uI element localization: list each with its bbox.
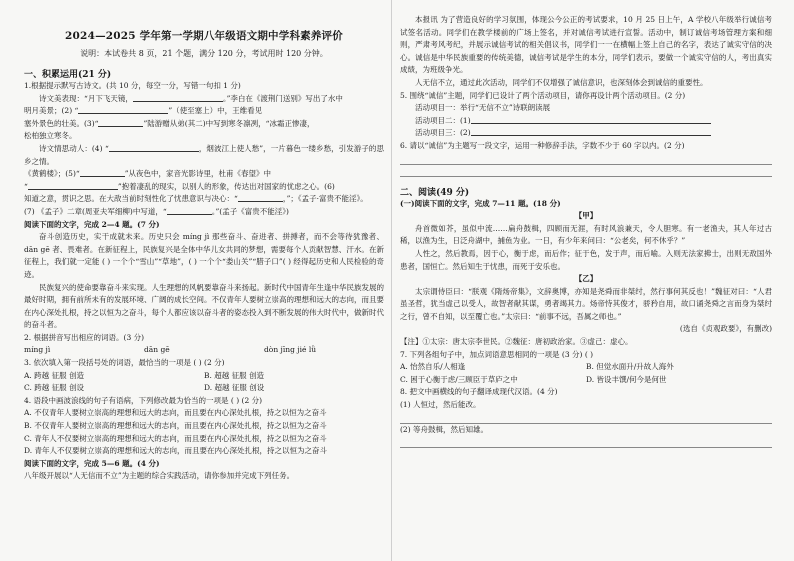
answer-blank[interactable] bbox=[133, 93, 223, 102]
answer-blank[interactable] bbox=[238, 193, 283, 202]
q1-line: 《黄鹤楼》；(5)“ ”从夜色中，家音光影诗里，杜甫《春望》中 bbox=[24, 169, 272, 179]
classical-passage: 太宗谓侍臣曰：“朕观《隋炀帝集》，文辞奥博，亦知是尧舜而非桀纣，然行事何其反也！”魏征对曰：“人君虽圣哲，犹当虚己以受人，故智者献其谋，勇者竭其力。炀帝恃其俊才，骄矜自用，故口诵尧舜之言而身为桀纣之行，曾不自知，以至覆亡也。”太宗曰：“前事不远，吾属之师也。” bbox=[400, 286, 772, 321]
answer-blank[interactable] bbox=[80, 168, 125, 177]
q4-stem: 4. 语段中画波浪线的句子有语病，下列修改最为恰当的一项是 ( ) (2 分) bbox=[24, 395, 263, 405]
option-a[interactable]: A. 跨越 征服 创造 bbox=[24, 370, 84, 380]
answer-blank[interactable] bbox=[471, 127, 711, 136]
option-a[interactable]: A. 不仅青年人要树立崇高的理想和远大的志向，而且要在内心深处扎根，持之以恒为之奋斗 bbox=[24, 408, 327, 418]
pinyin-item: dān gē bbox=[144, 345, 170, 355]
exam-title: 2024—2025 学年第一学期八年级语文期中学科素养评价 bbox=[65, 30, 343, 42]
passage-source: (选自《贞观政要》，有删改) bbox=[679, 324, 772, 334]
pinyin-item: dòn jīng jié lǜ bbox=[264, 345, 317, 355]
passage-label-jia: 【甲】 bbox=[574, 211, 598, 221]
left-column bbox=[24, 0, 384, 561]
answer-blank[interactable] bbox=[98, 118, 143, 127]
q1-line: (7) 《孟子》二章(周亚夫军细柳)中写道，“ 。”(孟子《富贵不能淫》) bbox=[24, 206, 289, 216]
section-heading-1: 一、积累运用(21 分) bbox=[24, 70, 112, 80]
right-column bbox=[400, 0, 772, 561]
section-heading-2: 二、阅读(49 分) bbox=[400, 187, 470, 198]
reading-intro: (一)阅读下面的文字，完成 7—11 题。(18 分) bbox=[400, 198, 561, 208]
q3-stem: 3. 依次填入第一段括号处的词语，最恰当的一项是 ( ) (2 分) bbox=[24, 358, 225, 368]
answer-blank[interactable] bbox=[109, 143, 199, 152]
passage-label-yi: 【乙】 bbox=[574, 274, 598, 284]
q7-options-row bbox=[400, 361, 772, 374]
activity-item: 活动项目二：(1) bbox=[400, 115, 772, 128]
q1-stem: 1.根据提示默写古诗文。(共 10 分，每空一分，写错一句扣 1 分) bbox=[24, 81, 241, 90]
activity-item: 活动项目三：(2) bbox=[400, 127, 772, 140]
q1-line: 松柏独立寒冬。 bbox=[24, 131, 77, 141]
answer-blank[interactable] bbox=[167, 206, 212, 215]
option-a[interactable]: A. 怡然自乐/人相逢 bbox=[400, 362, 466, 372]
answer-blank[interactable] bbox=[78, 105, 168, 114]
q1-line: 诗文情思动人：(4) “ ，烟波江上使人愁”，一片暮色一缕乡愁，引发游子的思乡之情。 bbox=[24, 143, 384, 166]
option-b[interactable]: B. 超越 征服 创造 bbox=[204, 370, 265, 380]
answer-line[interactable] bbox=[400, 412, 772, 424]
reading-paragraph: 奋斗创造历史，实干成就未来。历史只会 míng jì 那些奋斗、奋进者、拼搏者，而不会等待犹豫者、dān gē 者、畏难者。在新征程上，民族复兴是全体中华儿女共同的梦想，需要每个人贡献智慧、汗水。在新征程上，我们就一定能 ( ) 一个个“雪山”“草地”，( ) 一个个“娄山关”“腊子口”( ) 经得起历史和人民检验的奇迹。 bbox=[24, 232, 384, 279]
q7-options-row bbox=[400, 374, 772, 387]
option-c[interactable]: C. 青年人不仅要树立崇高的理想和远大的志向，而且要在内心深处扎根，持之以恒为之奋斗 bbox=[24, 433, 327, 443]
q8-sentence: (2) 等舟鼓楫，然后知雄。 bbox=[400, 424, 489, 434]
pinyin-item: míng jì bbox=[24, 345, 51, 355]
q8-stem: 8. 把文中画横线的句子翻译成现代汉语。(4 分) bbox=[400, 387, 558, 397]
option-c[interactable]: C. 困于心衡于虑/三顾臣于草庐之中 bbox=[400, 374, 518, 384]
answer-blank[interactable] bbox=[28, 181, 118, 190]
q3-options-row bbox=[24, 370, 384, 383]
q1-line: “ ”抱着凄乱的现实，以别人的形象，传达出对国家的忧虑之心。(6) bbox=[24, 181, 335, 191]
exam-note: 说明：本试卷共 8 页，21 个题，满分 120 分，考试用时 120 分钟。 bbox=[80, 49, 328, 58]
q1-line: 诗文美表现：“月下飞天镜， 。”李白在《渡荆门送别》写出了水中 bbox=[39, 93, 343, 103]
q5-stem: 5. 围绕“诚信”主题，同学们已设计了两个活动项目，请你再设计两个活动项目。(2 分) bbox=[400, 90, 686, 100]
answer-line[interactable] bbox=[400, 153, 772, 165]
news-notice: 人无信不立，通过此次活动，同学们不仅增强了诚信意识，也深刻体会到诚信的重要性。 bbox=[415, 77, 708, 87]
q7-stem: 7. 下列各组句子中，加点词语意思相同的一项是 (3 分) ( ) bbox=[400, 349, 594, 359]
q8-sentence: (1) 人恒过，然后能改。 bbox=[400, 400, 481, 410]
news-notice: 本报讯 为了营造良好的学习氛围，体现公今公正的考试要求，10 月 25 日上午，A 学校八年级举行诚信考试签名活动。同学们在教学楼前的广场上签名，并对诚信考试进行宣誓。活动中，制订诚信考场管理方案和细则，严肃考风考纪，并展示诚信考试的相关倡议书，同学们一一在横幅上签上自己的名字，表达了诚实守信的决心。诚信是中华民族重要的传统美德，诚信考试是学生的本分，同学们表示，要做一个诚实守信的人，考出真实成绩，为班级争光。 bbox=[400, 15, 772, 75]
option-c[interactable]: C. 跨越 征服 创设 bbox=[24, 383, 85, 393]
option-d[interactable]: D. 超越 征服 创设 bbox=[204, 383, 265, 393]
passage-notes: 【注】①太宗：唐太宗李世民。②魏征：唐初政治家。③虚己：虚心。 bbox=[400, 337, 633, 347]
option-b[interactable]: B. 不仅青年人要树立崇高的理想和远大的志向，而且要在内心深处扎根，持之以恒为之奋斗 bbox=[24, 421, 327, 431]
q2-stem: 2. 根据拼音写出相应的词语。(3 分) bbox=[24, 332, 145, 342]
q6-stem: 6. 请以“诚信”为主题写一段文字，运用一种修辞手法，字数不少于 60 字以内。(2 分) bbox=[400, 140, 685, 150]
option-b[interactable]: B. 但觉水面升/升故人海外 bbox=[586, 362, 674, 372]
q3-options-row bbox=[24, 382, 384, 395]
reading-paragraph: 民族复兴的使命要靠奋斗来实现。人生理想的风帆要靠奋斗来扬起。新时代中国青年生逢中华民族发展的最好时期，拥有前所未有的发展环境、广阔的成长空间。不仅青年人要树立崇高的理想和远大的志向，而且要在内心深处扎根，持之以恒为之奋斗，每个人都应该以奋斗者的姿态投入到不断发展的伟大时代中，做新时代的奋斗者。 bbox=[24, 282, 384, 330]
answer-blank[interactable] bbox=[471, 115, 711, 124]
activity-item: 活动项目一：举行“无信不立”诗联朗读展 bbox=[415, 103, 551, 113]
q2-pinyin-row bbox=[24, 344, 384, 357]
reading-intro: 阅读下面的文字，完成 5—6 题。(4 分) bbox=[24, 458, 160, 468]
answer-line[interactable] bbox=[400, 436, 772, 448]
q1-line: 明月美景；(2) “ ”（使至塞上）中，王维看见 bbox=[24, 106, 263, 116]
reading-paragraph: 八年级开展以“人无信而不立”为主题的综合实践活动，请你参加并完成下列任务。 bbox=[24, 471, 295, 481]
option-d[interactable]: D. 青年人不仅要树立崇高的理想和远大的志向，而且要在内心深处扎根，持之以恒为之奋斗 bbox=[24, 446, 328, 456]
option-d[interactable]: D. 皆设丰馔/何今是何世 bbox=[586, 374, 667, 384]
classical-passage: 舟首微如芥，虽似中流……扁舟鼓楫，四顾而无涯，有时风浪兼天，令人胆寒。有一老渔夫，其人年过古稀，以渔为生，日泛舟湖中，捕鱼为业。一日，有少年来问曰：“公老矣，何不休乎？” bbox=[400, 223, 772, 246]
q1-line: 知道之意，贯识之思。在大敌当前时刻性化了忧患意识与决心：“ ，”；《孟子·富贵不能淫》。 bbox=[24, 194, 368, 204]
classical-passage: 人性之，然后教焉，因于心，衡于虑，而后作；征于色，发于声，而后喻。入则无法家拂士，出则无敌国外患者，国恒亡。然后知生于忧患，而死于安乐也。 bbox=[400, 248, 772, 271]
answer-line[interactable] bbox=[400, 165, 772, 177]
page-divider bbox=[391, 0, 392, 561]
reading-intro: 阅读下面的文字，完成 2—4 题。(7 分) bbox=[24, 219, 160, 229]
q1-line: 塞外景色的壮美。(3)“ ”陆游赠从弟(其二)中写到寒冬凛冽，“冰霜正惨凄， bbox=[24, 118, 315, 128]
